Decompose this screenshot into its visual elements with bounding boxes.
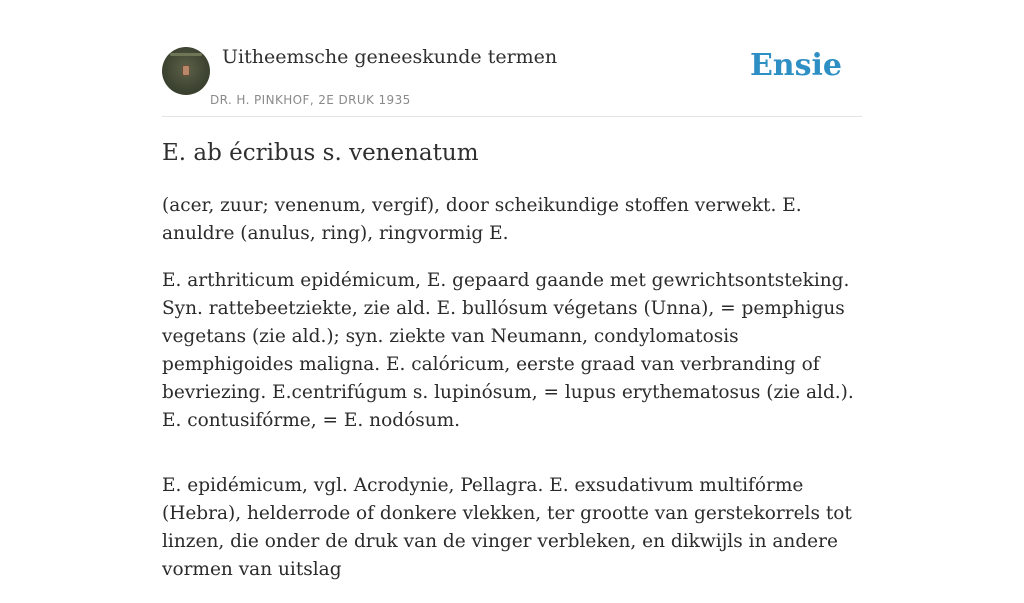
entry-title: E. ab écribus s. venenatum: [162, 140, 479, 166]
book-cover-emblem-icon: [183, 66, 189, 75]
header: [162, 40, 862, 117]
entry-paragraph: E. arthriticum epidémicum, E. gepaard gaande met gewrichtsontsteking. Syn. rattebeetziekte, zie ald. E. bullósum végetans (Unna), = pemphigus vegetans (zie ald.); syn. ziekte van Neumann, condylomatosis pemphigoides maligna. E. calóricum, eerste graad van verbranding of bevriezing. E.centrifúgum s. lupinósum, = lupus erythematosus (zie ald.). E. contusifórme, = E. nodósum.: [162, 270, 854, 431]
book-cover-avatar[interactable]: [162, 47, 210, 95]
book-cover-band: [170, 53, 202, 56]
brand-logo[interactable]: Ensie: [749, 48, 842, 83]
entry-paragraph: E. epidémicum, vgl. Acrodynie, Pellagra. E. exsudativum multifórme (Hebra), helderrode of donkere vlekken, ter grootte van gerstekorrels tot linzen, die onder de druk van de vinger verbleken, en dikwijls in andere vormen van uitslag: [162, 475, 852, 580]
book-title[interactable]: Uitheemsche geneeskunde termen: [222, 46, 558, 68]
entry-content: [162, 192, 862, 603]
book-author: DR. H. PINKHOF, 2E DRUK 1935: [210, 93, 411, 107]
entry-paragraph: (acer, zuur; venenum, vergif), door scheikundige stoffen verwekt. E. anuldre (anulus, ring), ringvormig E.: [162, 195, 802, 244]
